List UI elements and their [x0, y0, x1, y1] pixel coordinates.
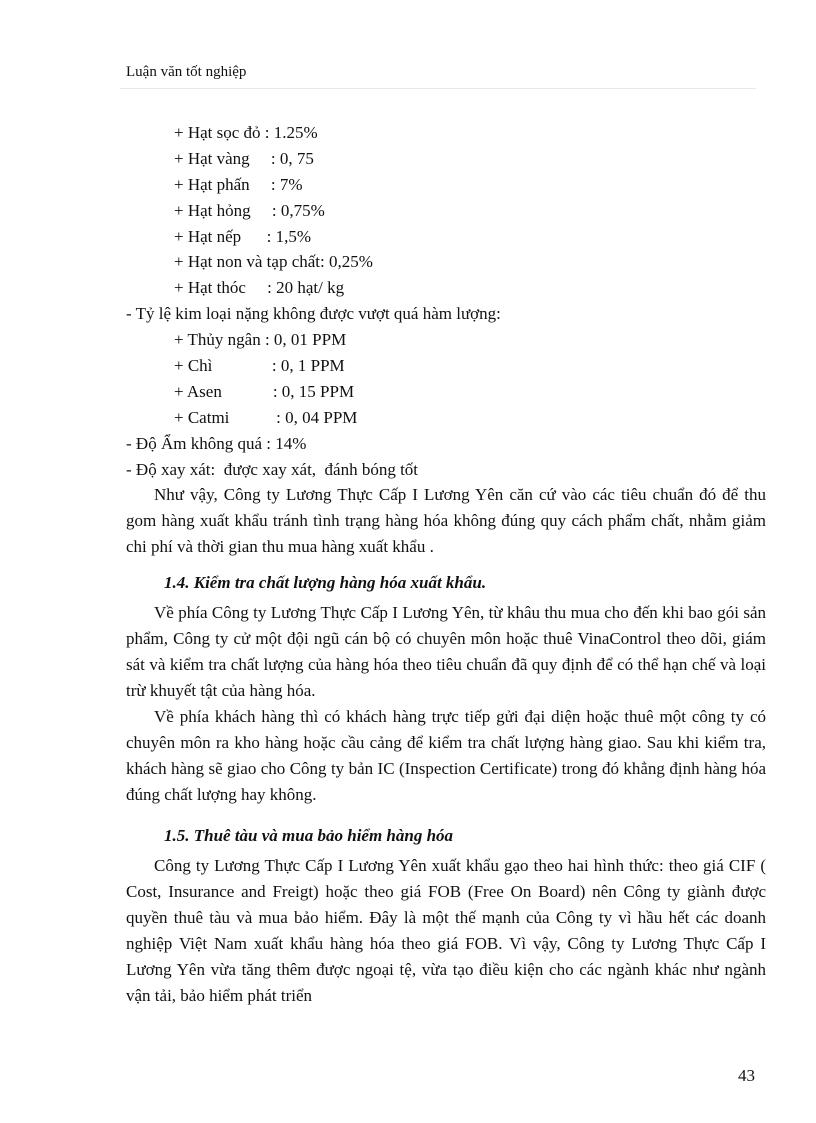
page-number: 43 — [738, 1066, 755, 1085]
summary-paragraph: Như vậy, Công ty Lương Thực Cấp I Lương Yên căn cứ vào các tiêu chuẩn đó để thu gom hàng xuất khẩu tránh tình trạng hàng hóa không đúng quy cách phẩm chất, nhằm giảm chi phí và thời gian thu mua hàng xuất khẩu . — [126, 485, 766, 557]
grain-item: + Hạt non và tạp chất: 0,25% — [174, 252, 373, 272]
metal-item: + Asen : 0, 15 PPM — [174, 381, 355, 401]
section-1-5-paragraph-1: Công ty Lương Thực Cấp I Lương Yên xuất khẩu gạo theo hai hình thức: theo giá CIF ( Cost, Insurance and Freigt) hoặc theo giá FOB (Free On Board) nên Công ty giành được quyền thuê tàu và mua bảo hiểm. Đây là một thế mạnh của Công ty vì hầu hết các doanh nghiệp Việt Nam xuất khẩu hàng hóa theo giá FOB. Vì vậy, Công ty Lương Thực Cấp I Lương Yên vừa tăng thêm được ngoại tệ, vừa tạo điều kiện cho các ngành khác như ngành vận tải, bảo hiểm phát triển — [126, 856, 766, 1005]
grain-item: + Hạt hỏng : 0,75% — [174, 200, 325, 220]
metal-item: + Catmi : 0, 04 PPM — [174, 407, 358, 427]
section-1-4-paragraph-2: Về phía khách hàng thì có khách hàng trực tiếp gửi đại diện hoặc thuê một công ty có chuyên môn ra kho hàng hoặc cầu cảng để kiểm tra chất lượng hàng giao. Sau khi kiểm tra, khách hàng sẽ giao cho Công ty bản IC (Inspection Certificate) trong đó khẳng định hàng hóa đúng chất lượng hay không. — [126, 706, 766, 804]
grain-item: + Hạt vàng : 0, 75 — [174, 148, 314, 168]
metal-item: + Thủy ngân : 0, 01 PPM — [174, 330, 347, 350]
page-body — [126, 120, 766, 1009]
grain-item: + Hạt thóc : 20 hạt/ kg — [174, 278, 345, 298]
grain-item: + Hạt sọc đỏ : 1.25% — [174, 123, 318, 142]
grain-item: + Hạt phấn : 7% — [174, 174, 303, 194]
section-heading-1-5: 1.5. Thuê tàu và mua bảo hiểm hàng hóa — [164, 826, 454, 846]
metal-item: + Chì : 0, 1 PPM — [174, 356, 345, 376]
section-heading-1-4: 1.4. Kiểm tra chất lượng hàng hóa xuất khẩu. — [164, 573, 487, 593]
grain-item: + Hạt nếp : 1,5% — [174, 226, 312, 246]
header-rule — [120, 88, 756, 89]
moisture-line: - Độ Ẩm không quá : 14% — [126, 433, 307, 453]
metal-intro: - Tỷ lệ kim loại nặng không được vượt quá hàm lượng: — [126, 304, 501, 324]
running-header: Luận văn tốt nghiệp — [126, 64, 247, 80]
section-1-4-paragraph-1: Về phía Công ty Lương Thực Cấp I Lương Yên, từ khâu thu mua cho đến khi bao gói sản phẩm, Công ty cử một đội ngũ cán bộ có chuyên môn hoặc thuê VinaControl theo dõi, giám sát và kiểm tra chất lượng của hàng hóa theo tiêu chuẩn đã quy định để có thể hạn chế và loại trừ khuyết tật của hàng hóa. — [126, 603, 766, 700]
milling-line: - Độ xay xát: được xay xát, đánh bóng tốt — [126, 459, 419, 479]
